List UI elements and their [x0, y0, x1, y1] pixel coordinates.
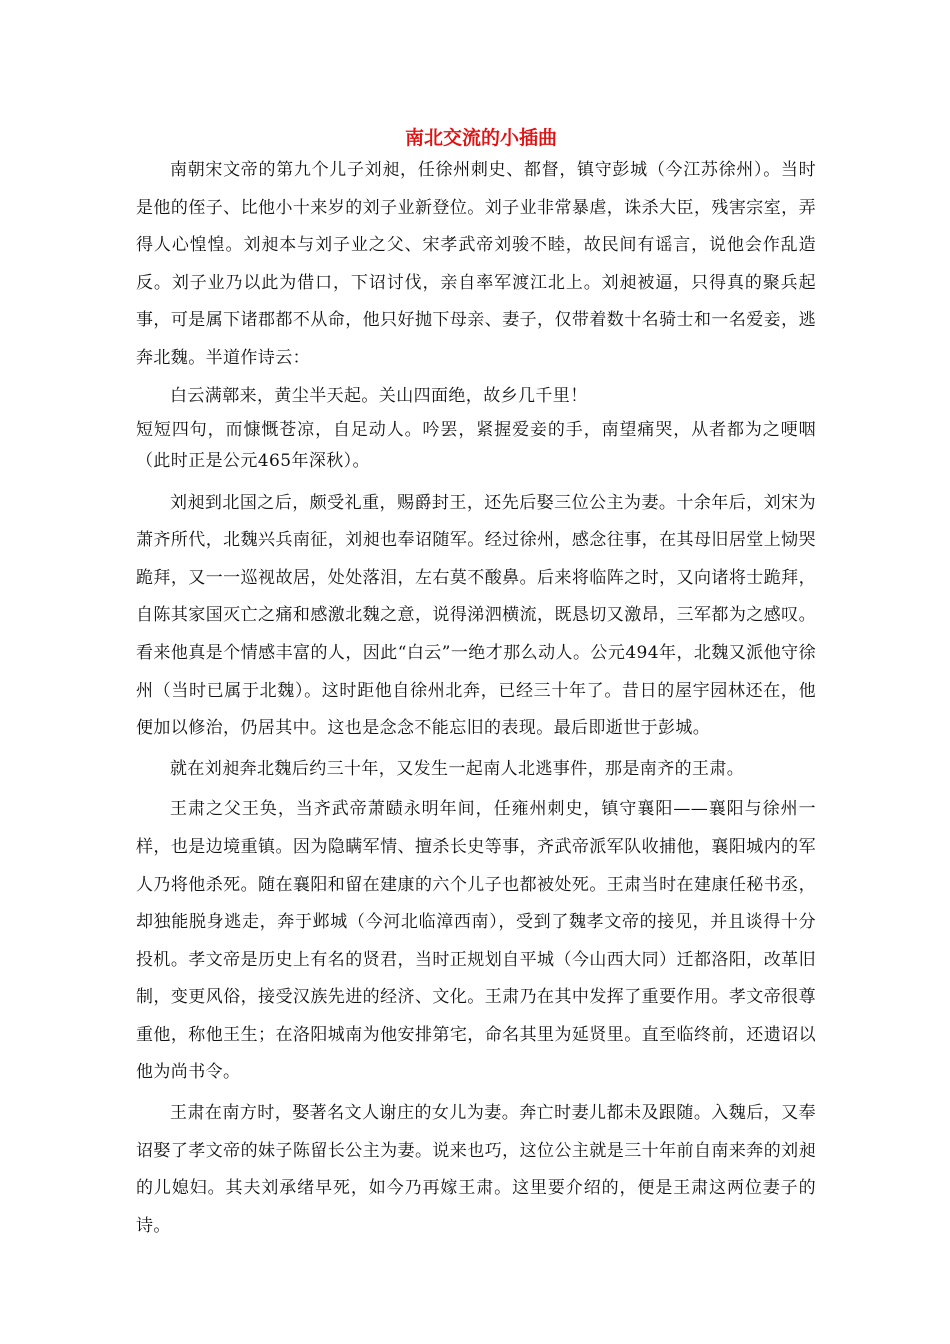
paragraph-wang-su-history: 王肃之父王奂，当齐武帝萧赜永明年间，任雍州刺史，镇守襄阳——襄阳与徐州一样，也是边境重镇。因为隐瞒军情、擅杀长史等事，齐武帝派军队收捕他，襄阳城内的军人乃将他杀死。随在襄阳和留在建康的六个儿子也都被处死。王肃当时在建康任秘书丞，却独能脱身逃走，奔于邺城（今河北临漳西南），受到了魏孝文帝的接见，并且谈得十分投机。孝文帝是历史上有名的贤君，当时正规划自平城（今山西大同）迁都洛阳，改革旧制，变更风俗，接受汉族先进的经济、文化。王肃乃在其中发挥了重要作用。孝文帝很尊重他，称他王生；在洛阳城南为他安排第宅，命名其里为延贤里。直至临终前，还遗诏以他为尚书令。	[136, 799, 816, 1083]
paragraph-intro: 南朝宋文帝的第九个儿子刘昶，任徐州刺史、都督，镇守彭城（今江苏徐州）。当时是他的侄子、比他小十来岁的刘子业新登位。刘子业非常暴虐，诛杀大臣，残害宗室，弄得人心惶惶。刘昶本与刘子业之父、宋孝武帝刘骏不睦，故民间有谣言，说他会作乱造反。刘子业乃以此为借口，下诏讨伐，亲自率军渡江北上。刘昶被逼，只得真的聚兵起事，可是属下诸郡都不从命，他只好抛下母亲、妻子，仅带着数十名骑士和一名爱妾，逃奔北魏。半道作诗云：	[136, 160, 816, 368]
document-title: 南北交流的小插曲	[404, 127, 557, 149]
document-page	[136, 126, 816, 1245]
paragraph-poem-comment: 短短四句，而慷慨苍凉，自足动人。吟罢，紧握爱妾的手，南望痛哭，从者都为之哽咽（此时正是公元465年深秋）。	[136, 419, 816, 471]
paragraph-liu-chang-north: 刘昶到北国之后，颇受礼重，赐爵封王，还先后娶三位公主为妻。十余年后，刘宋为萧齐所代，北魏兴兵南征，刘昶也奉诏随军。经过徐州，感念往事，在其母旧居堂上恸哭跪拜，又一一巡视故居，处处落泪，左右莫不酸鼻。后来将临阵之时，又向诸将士跪拜，自陈其家国灭亡之痛和感激北魏之意，说得涕泗横流，既恳切又激昂，三军都为之感叹。看来他真是个情感丰富的人，因此“白云”一绝才那么动人。公元494年，北魏又派他守徐州（当时已属于北魏）。这时距他自徐州北奔，已经三十年了。昔日的屋宇园林还在，他便加以修治，仍居其中。这也是念念不能忘旧的表现。最后即逝世于彭城。	[136, 492, 816, 739]
poem-line: 白云满鄣来，黄尘半天起。关山四面绝，故乡几千里！	[170, 385, 588, 406]
paragraph-wang-su-intro: 就在刘昶奔北魏后约三十年，又发生一起南人北逃事件，那是南齐的王肃。	[170, 758, 745, 779]
paragraph-wang-su-wives: 王肃在南方时，娶著名文人谢庄的女儿为妻。奔亡时妻儿都未及跟随。入魏后，又奉诏娶了孝文帝的妹子陈留长公主为妻。说来也巧，这位公主就是三十年前自南来奔的刘昶的儿媳妇。其夫刘承绪早死，如今乃再嫁王肃。这里要介绍的，便是王肃这两位妻子的诗。	[136, 1103, 816, 1236]
